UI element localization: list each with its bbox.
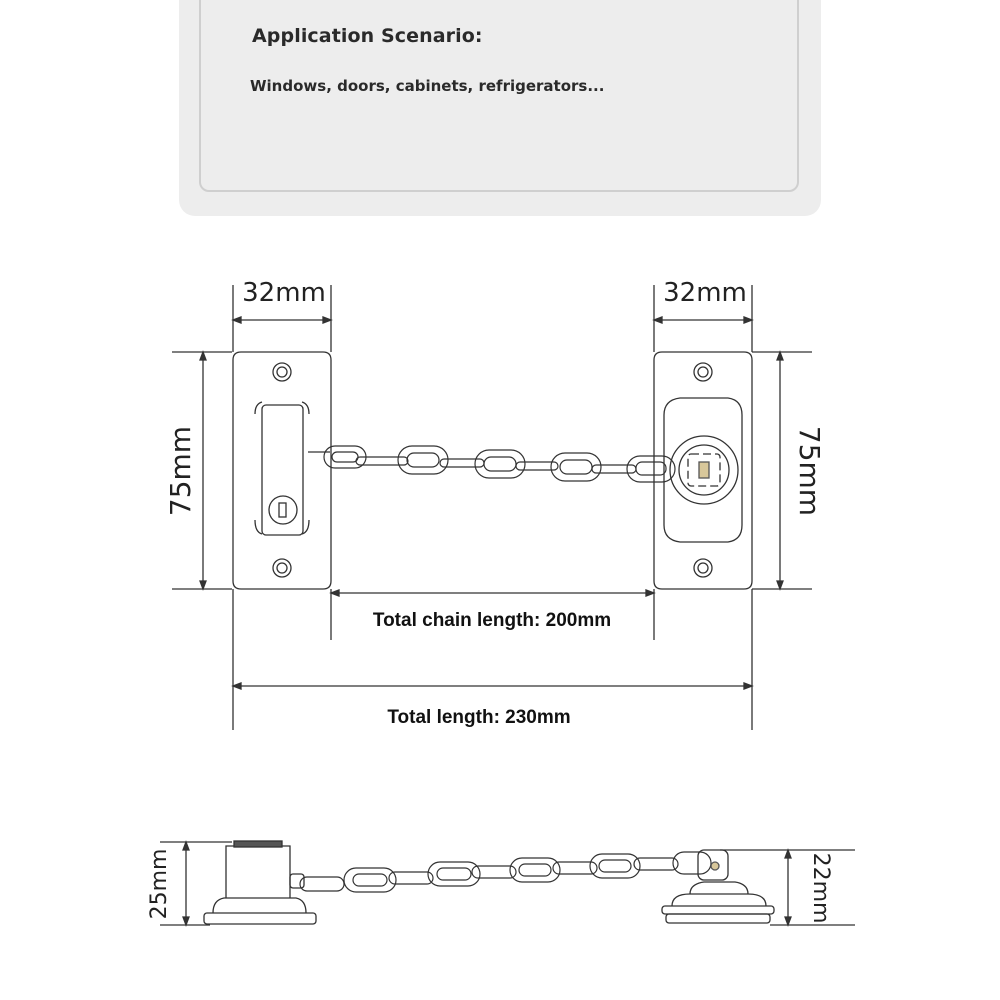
side-left-housing [204, 841, 316, 924]
chain-length-dimension [331, 589, 654, 640]
right-width-label: 32mm [663, 278, 747, 308]
left-width-label: 32mm [242, 278, 326, 308]
right-lock-plate [654, 352, 752, 589]
left-height-dimension [164, 352, 232, 589]
right-height-dimension [752, 352, 826, 589]
left-height-label: 75mm [164, 425, 197, 517]
key-cylinder [269, 496, 297, 524]
scenario-title: Application Scenario: [252, 25, 483, 47]
left-top-screw-hole [273, 363, 291, 381]
right-bottom-screw-hole [694, 559, 712, 577]
right-width-dimension [654, 278, 752, 352]
side-right-height-label: 22mm [808, 852, 833, 924]
right-height-label: 75mm [793, 425, 826, 517]
side-left-height-label: 25mm [147, 848, 172, 920]
chain-length-label: Total chain length: 200mm [372, 610, 612, 631]
left-width-dimension [233, 278, 331, 352]
left-bottom-screw-hole [273, 559, 291, 577]
total-length-label: Total length: 230mm [387, 707, 571, 728]
front-chain [324, 446, 675, 482]
side-right-housing [662, 850, 774, 923]
right-top-screw-hole [694, 363, 712, 381]
left-lock-plate [233, 352, 331, 589]
scenario-text: Windows, doors, cabinets, refrigerators... [250, 77, 605, 95]
side-chain [300, 852, 711, 892]
